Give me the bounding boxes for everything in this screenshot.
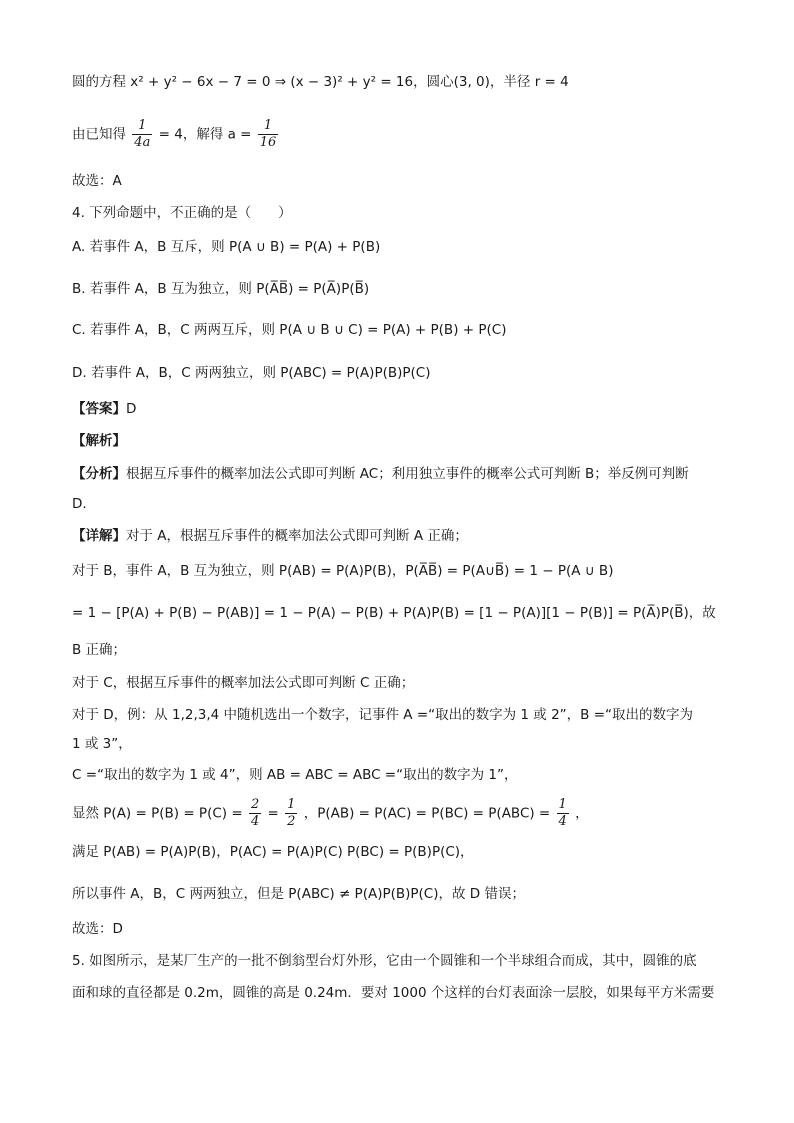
detail-d-line-2: 1 或 3”， xyxy=(72,736,132,752)
fenxi-text: 根据互斥事件的概率加法公式即可判断 AC；利用独立事件的概率公式可判断 B；举反例可判断 xyxy=(126,466,689,482)
detail-text: 对于 A，根据互斥事件的概率加法公式即可判断 A 正确； xyxy=(126,528,468,544)
fraction-1-over-4 xyxy=(557,797,569,830)
fraction-numerator: 1 xyxy=(287,797,296,812)
detail-d-line-4 xyxy=(72,797,722,830)
answer-tag: 【答案】 xyxy=(72,401,126,417)
detail-d-line-6: 所以事件 A，B，C 两两独立，但是 P(ABC) ≠ P(A)P(B)P(C)，故 D 错误； xyxy=(72,886,525,902)
detail-d-line-1: 对于 D，例：从 1,2,3,4 中随机选出一个数字，记事件 A =“取出的数字为 1 或 2”，B =“取出的数字为 xyxy=(72,707,694,723)
fraction-denominator: 16 xyxy=(259,135,277,150)
fenxi-line xyxy=(72,464,722,484)
fraction-1-over-16 xyxy=(258,118,279,151)
detail-line-a xyxy=(72,526,722,546)
d4-prefix: 显然 P(A) = P(B) = P(C) = xyxy=(72,805,243,822)
answer-line xyxy=(72,399,722,419)
detail-tag: 【详解】 xyxy=(72,528,126,544)
choice-d-line: 故选：D xyxy=(72,921,123,937)
circle-equation-line: 圆的方程 x² + y² − 6x − 7 = 0 ⇒ (x − 3)² + y² = 16，圆心(3, 0)，半径 r = 4 xyxy=(72,74,569,90)
d4-mid: ，P(AB) = P(AC) = P(BC) = P(ABC) = xyxy=(303,805,551,822)
option-a: A. 若事件 A，B 互斥，则 P(A ∪ B) = P(A) + P(B) xyxy=(72,239,381,255)
detail-b-line-1: 对于 B，事件 A，B 互为独立，则 P(AB) = P(A)P(B)，P(A̅B̅) = P(A∪B̅) = 1 − P(A ∪ B) xyxy=(72,563,614,579)
option-c: C. 若事件 A，B，C 两两互斥，则 P(A ∪ B ∪ C) = P(A) + P(B) + P(C) xyxy=(72,322,507,338)
fraction-1-over-2 xyxy=(285,797,297,830)
detail-d-line-3: C =“取出的数字为 1 或 4”，则 AB = ABC = ABC =“取出的数字为 1”， xyxy=(72,767,518,783)
detail-c-line: 对于 C，根据互斥事件的概率加法公式即可判断 C 正确； xyxy=(72,675,415,691)
fraction-denominator: 4 xyxy=(250,814,260,829)
fraction-numerator: 2 xyxy=(250,797,260,812)
detail-b-line-3: B 正确； xyxy=(72,642,127,658)
d4-end: ， xyxy=(575,805,589,822)
fraction-numerator: 1 xyxy=(258,118,279,135)
known-mid: = 4，解得 a = xyxy=(158,126,252,143)
fraction-1-over-4a xyxy=(132,118,152,151)
question-4-stem: 4. 下列命题中，不正确的是（ ） xyxy=(72,205,292,221)
fenxi-tag: 【分析】 xyxy=(72,466,126,482)
option-d: D. 若事件 A，B，C 两两独立，则 P(ABC) = P(A)P(B)P(C) xyxy=(72,365,431,381)
fraction-denominator: 4a xyxy=(134,135,151,150)
answer-value: D xyxy=(126,401,137,417)
fraction-2-over-4 xyxy=(249,797,261,830)
analysis-tag: 【解析】 xyxy=(72,433,126,449)
known-condition-line xyxy=(72,118,722,151)
question-5-line-1: 5. 如图所示，是某厂生产的一批不倒翁型台灯外形，它由一个圆锥和一个半球组合而成，其中，圆锥的底 xyxy=(72,953,697,969)
fraction-numerator: 1 xyxy=(558,797,567,812)
fenxi-continuation: D. xyxy=(72,496,87,512)
known-prefix: 由已知得 xyxy=(72,126,126,143)
question-5-line-2: 面和球的直径都是 0.2m，圆锥的高是 0.24m．要对 1000 个这样的台灯表面涂一层胶，如果每平方米需要 xyxy=(72,985,715,1001)
d4-equals: = xyxy=(267,805,279,822)
fraction-denominator: 4 xyxy=(558,814,567,829)
detail-b-line-2: = 1 − [P(A) + P(B) − P(AB)] = 1 − P(A) − P(B) + P(A)P(B) = [1 − P(A)][1 − P(B)] = P(A̅)P(B̅)，故 xyxy=(72,605,716,621)
detail-d-line-5: 满足 P(AB) = P(A)P(B)，P(AC) = P(A)P(C) P(BC) = P(B)P(C)， xyxy=(72,844,474,860)
choice-a-line: 故选：A xyxy=(72,173,122,189)
fraction-denominator: 2 xyxy=(287,814,296,829)
option-b: B. 若事件 A，B 互为独立，则 P(A̅B̅) = P(A̅)P(B̅) xyxy=(72,281,370,297)
fraction-numerator: 1 xyxy=(132,118,152,135)
